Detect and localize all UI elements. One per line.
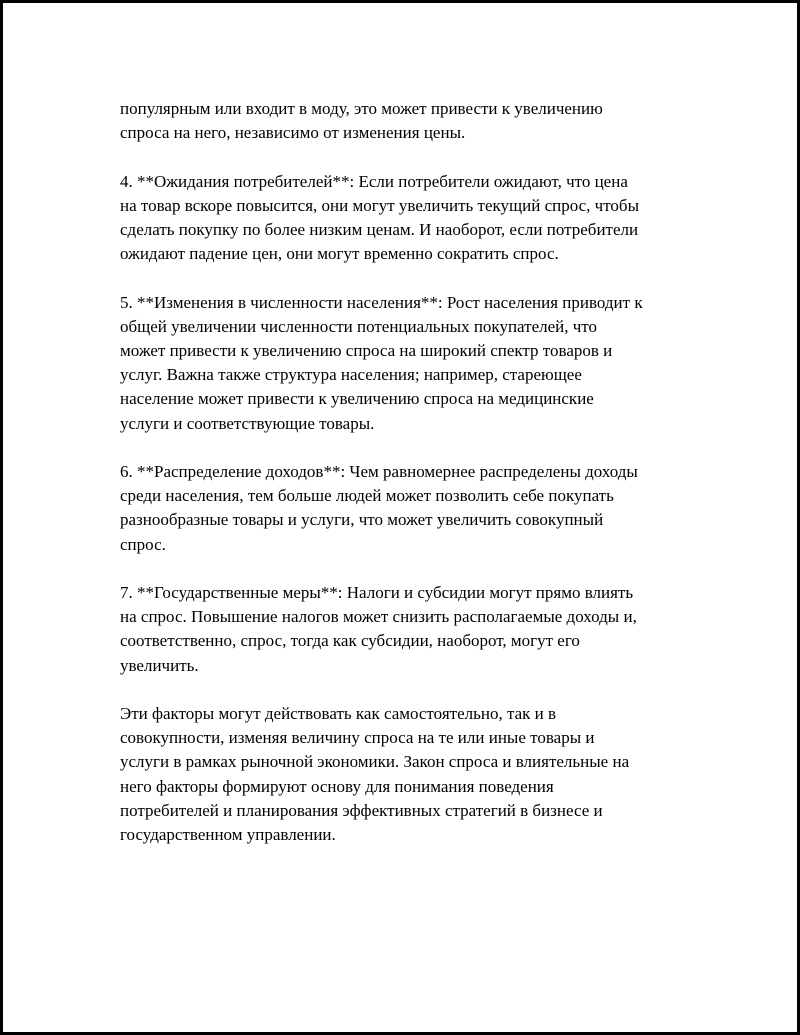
paragraph-population-changes xyxy=(120,291,700,436)
paragraph-continuation xyxy=(120,97,700,145)
text-line: спроса на него, независимо от изменения цены. xyxy=(120,123,466,143)
text-line: может привести к увеличению спроса на широкий спектр товаров и xyxy=(120,341,613,360)
text-line: совокупности, изменяя величину спроса на те или иные товары и xyxy=(120,728,595,748)
paragraph-consumer-expectations xyxy=(120,170,700,267)
text-line: на товар вскоре повысится, они могут увеличить текущий спрос, чтобы xyxy=(120,195,640,215)
text-line: среди населения, тем больше людей может позволить себе покупать xyxy=(120,486,614,506)
text-line: общей увеличении численности потенциальных покупателей, что xyxy=(120,316,598,336)
text-line: спрос. xyxy=(120,534,166,554)
text-line: Эти факторы могут действовать как самостоятельно, так и в xyxy=(120,704,557,723)
text-line: потребителей и планирования эффективных стратегий в бизнесе и xyxy=(120,800,603,820)
text-line: 5. **Изменения в численности населения**: Рост населения приводит к xyxy=(120,292,643,312)
text-line: услуги и соответствующие товары. xyxy=(120,413,375,433)
text-line: соответственно, спрос, тогда как субсидии, наоборот, могут его xyxy=(120,631,580,651)
text-line: услуг. Важна также структура населения; например, стареющее xyxy=(120,365,582,385)
text-line: увеличить. xyxy=(120,655,199,675)
text-line: 4. **Ожидания потребителей**: Если потребители ожидают, что цена xyxy=(120,171,628,191)
text-line: население может привести к увеличению спроса на медицинские xyxy=(120,389,594,409)
text-line: популярным или входит в моду, это может привести к увеличению xyxy=(120,99,603,118)
paragraph-income-distribution xyxy=(120,460,700,557)
text-line: на спрос. Повышение налогов может снизить располагаемые доходы и, xyxy=(120,607,637,627)
paragraph-government-measures xyxy=(120,581,700,678)
text-line: 6. **Распределение доходов**: Чем равномернее распределены доходы xyxy=(120,462,638,481)
text-line: него факторы формируют основу для понимания поведения xyxy=(120,776,554,796)
text-line: ожидают падение цен, они могут временно сократить спрос. xyxy=(120,244,559,264)
text-line: 7. **Государственные меры**: Налоги и субсидии могут прямо влиять xyxy=(120,583,634,602)
text-line: разнообразные товары и услуги, что может увеличить совокупный xyxy=(120,510,604,530)
document-body xyxy=(120,97,700,871)
text-line: государственном управлении. xyxy=(120,825,336,845)
text-line: услуги в рамках рыночной экономики. Закон спроса и влиятельные на xyxy=(120,752,630,772)
text-line: сделать покупку по более низким ценам. И наоборот, если потребители xyxy=(120,220,639,239)
paragraph-conclusion xyxy=(120,702,700,847)
